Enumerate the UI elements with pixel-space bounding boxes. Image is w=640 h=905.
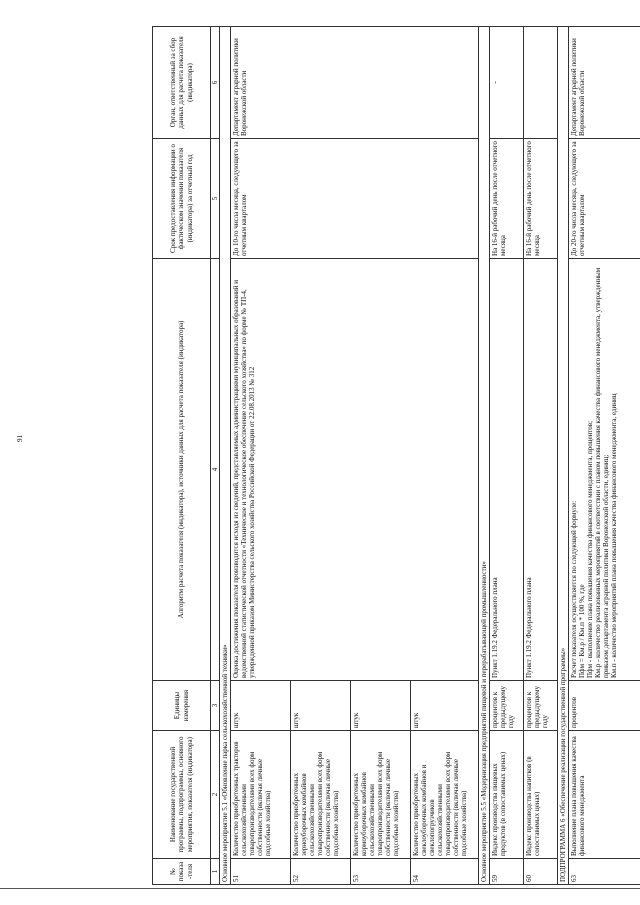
table-row [524,27,558,885]
row-algorithm: Пункт 1.19.2 Федерального плана [524,259,558,681]
row-term: До 10-го числа месяца, следующего за отчетным кварталом [231,139,479,259]
row-name: Количество приобретенных кормоуборочных комбайнов сельскохозяйственными товаропроизводителями всех форм собственности (включая личные подсобные хозяйства) [351,731,411,859]
row-org: Департамент аграрной политики Воронежской области [231,27,479,139]
row-term: На 16-й рабочий день после отчетного месяца [524,139,558,259]
row-name: Индекс производства пищевых продуктов (в сопоставимых ценах) [490,731,524,859]
row-algorithm: Оценка достижения показателя производится исходя из сведений, представляемых администрациями муниципальных образований и ведомственной статистической отчетности «Техническое и технологическое обеспечение сельского хозяйства» по форме № ТП-4, утвержденной приказом Министерства сельского хозяйства Российской Федерации от 22.08.2013 № 312 [231,259,479,681]
row-algorithm: Пункт 1.19.2 Федерального плана [490,259,524,681]
row-unit: процентов к предыдущему году [524,681,558,731]
row-unit: процентов к предыдущему году [490,681,524,731]
col-number: 3 [211,681,220,731]
col-number: 5 [211,139,220,259]
section-row [558,27,569,885]
section-row [220,27,231,885]
row-unit: процентов [569,681,640,731]
section-title: Основное мероприятие 5.1 «Обновление парка сельскохозяйственной техники» [220,27,231,885]
col-header-2: Наименование государственной программы, подпрограммы, основного мероприятия, показателя (индикатора) [153,731,211,859]
section-title: Основное мероприятие 5.5 «Модернизация предприятий пищевой и перерабатывающей промышленности» [479,27,490,885]
row-term: На 16-й рабочий день после отчетного месяца [490,139,524,259]
section-row [479,27,490,885]
row-name: Количество приобретенных тракторов сельскохозяйственными товаропроизводителями всех форм собственности (включая личные подсобные хозяйства) [231,731,291,859]
row-org [524,27,558,139]
table-row [231,27,291,885]
col-header-5: Срок предоставления информации о фактическом значении показателя (индикатора) за отчетный год [153,139,211,259]
indicators-table [152,26,640,885]
col-number: 1 [211,859,220,885]
row-name: Индекс производства напитков (в сопоставимых ценах) [524,731,558,859]
col-header-1: № показа-теля [153,859,211,885]
row-name: Количество приобретенных свеклоуборочных комбайнов и свеклопогрузчиков сельскохозяйственными товаропроизводителями всех форм собственности (включая личные подсобные хозяйства) [411,731,479,859]
row-num: 51 [231,859,291,885]
row-name: Выполнение плана повышения качества финансового менеджмента [569,731,640,859]
row-num: 54 [411,859,479,885]
col-header-3: Единицы измерения [153,681,211,731]
row-unit: штук [291,681,351,731]
col-number: 4 [211,259,220,681]
col-header-6: Орган, ответственный за сбор данных для расчета показателя (индикатора) [153,27,211,139]
header-row [153,27,211,885]
row-name: Количество приобретенных зерноуборочных комбайнов сельскохозяйственными товаропроизводителями всех форм собственности (включая личные подсобные хозяйства) [291,731,351,859]
col-header-4: Алгоритм расчета показателя (индикатора), источники данных для расчета показателя (индикатора) [153,259,211,681]
row-algorithm: Расчет показателя осуществляется по следующей формуле: Пфм = Км.р / Км.п * 100 %, где Пфм - выполнение плана повышения качества финансового менеджмента, процентов; Км.р - количество реализованных мероприятий в соответствии с планом повышения качества финансового менеджмента, утвержденным приказом департамента аграрной политики Воронежской области, единиц; Км.п - количество мероприятий плана повышения качества финансового менеджмента, единиц [569,259,640,681]
table-row [569,27,640,885]
row-num: 63 [569,859,640,885]
row-num: 59 [490,859,524,885]
row-num: 60 [524,859,558,885]
row-unit: штук [411,681,479,731]
col-number: 6 [211,27,220,139]
row-unit: штук [351,681,411,731]
row-org: - [490,27,524,139]
row-term: До 20-го числа месяца, следующего за отчетным кварталом [569,139,640,259]
row-unit: штук [231,681,291,731]
page-number: 91 [16,435,24,442]
column-number-row [211,27,220,885]
table-row [490,27,524,885]
row-org: Департамент аграрной политики Воронежской области [569,27,640,139]
row-num: 52 [291,859,351,885]
col-number: 2 [211,731,220,859]
row-num: 53 [351,859,411,885]
section-title: ПОДПРОГРАММА 6 «Обеспечение реализации государственной программы» [558,27,569,885]
